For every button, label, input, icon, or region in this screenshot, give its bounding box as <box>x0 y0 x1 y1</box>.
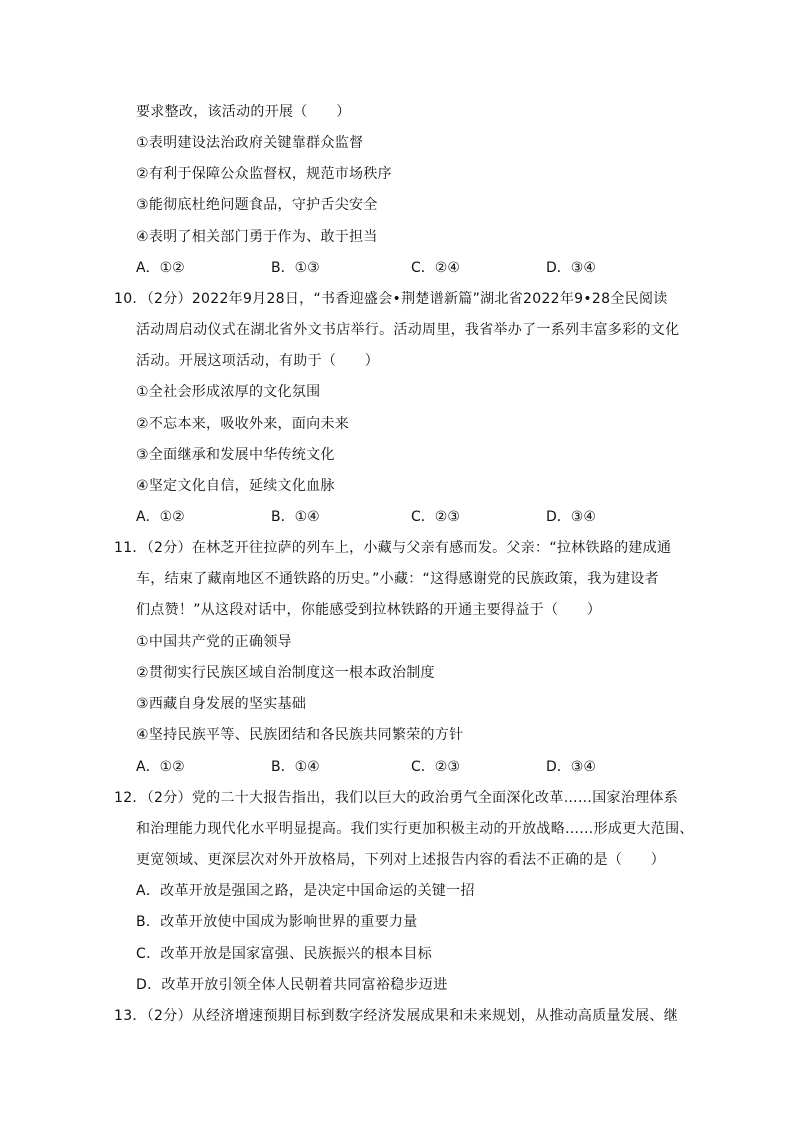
q11-option-c[interactable]: C．②③ <box>411 759 460 775</box>
q12-stem-line-3: 更宽领域、更深层次对外开放格局，下列对上述报告内容的看法不正确的是（ ） <box>136 852 666 868</box>
q12-stem-line-1: 12．（2分）党的二十大报告指出，我们以巨大的政治勇气全面深化改革……国家治理体系 <box>114 790 679 806</box>
q10-stem-line-2: 活动周启动仪式在湖北省外文书店举行。活动周里，我省举办了一系列丰富多彩的文化 <box>136 322 680 338</box>
q10-item-4: ④坚定文化自信，延续文化血脉 <box>136 478 335 494</box>
q9-option-d[interactable]: D．③④ <box>546 260 596 276</box>
q9-item-2: ②有利于保障公众监督权，规范市场秩序 <box>136 166 392 182</box>
q11-stem-line-2: 车，结束了藏南地区不通铁路的历史。”小藏：“这得感谢党的民族政策，我为建设者 <box>136 571 659 587</box>
q10-options <box>136 507 696 527</box>
q11-option-d[interactable]: D．③④ <box>546 759 596 775</box>
q11-stem-line-1: 11．（2分）在林芝开往拉萨的列车上，小藏与父亲有感而发。父亲：“拉林铁路的建成通 <box>114 540 672 556</box>
q9-item-1: ①表明建设法治政府关键靠群众监督 <box>136 135 364 151</box>
q9-option-c[interactable]: C．②④ <box>411 260 460 276</box>
q12-option-d[interactable]: D．改革开放引领全体人民朝着共同富裕稳步迈进 <box>136 977 448 993</box>
q9-option-a[interactable]: A．①② <box>136 260 185 276</box>
q11-option-b[interactable]: B．①④ <box>271 759 320 775</box>
q10-item-3: ③全面继承和发展中华传统文化 <box>136 447 335 463</box>
q12-option-b[interactable]: B．改革开放使中国成为影响世界的重要力量 <box>136 914 418 930</box>
q10-stem-line-1: 10．（2分）2022年9月28日，“书香迎盛会•荆楚谱新篇”湖北省2022年9•28全民阅读 <box>114 291 668 307</box>
q9-option-b[interactable]: B．①③ <box>271 260 320 276</box>
q12-option-c[interactable]: C．改革开放是国家富强、民族振兴的根本目标 <box>136 946 433 962</box>
q10-option-d[interactable]: D．③④ <box>546 509 596 525</box>
q10-option-c[interactable]: C．②③ <box>411 509 460 525</box>
q9-item-4: ④表明了相关部门勇于作为、敢于担当 <box>136 229 378 245</box>
q11-item-1: ①中国共产党的正确领导 <box>136 634 292 650</box>
q13-stem-line-1: 13．（2分）从经济增速预期目标到数字经济发展成果和未来规划，从推动高质量发展、继 <box>114 1008 679 1024</box>
q10-option-a[interactable]: A．①② <box>136 509 185 525</box>
q9-options <box>136 258 696 278</box>
q10-item-2: ②不忘本来，吸收外来，面向未来 <box>136 416 350 432</box>
q11-options <box>136 757 696 777</box>
q11-stem-line-3: 们点赞！”从这段对话中，你能感受到拉林铁路的开通主要得益于（ ） <box>136 602 602 618</box>
q12-option-a[interactable]: A．改革开放是强国之路，是决定中国命运的关键一招 <box>136 883 475 899</box>
q9-item-3: ③能彻底杜绝问题食品，守护舌尖安全 <box>136 197 378 213</box>
q11-option-a[interactable]: A．①② <box>136 759 185 775</box>
q10-stem-line-3: 活动。开展这项活动，有助于（ ） <box>136 353 380 369</box>
q10-item-1: ①全社会形成浓厚的文化氛围 <box>136 384 321 400</box>
q11-item-2: ②贯彻实行民族区域自治制度这一根本政治制度 <box>136 665 435 681</box>
q9-stem-tail: 要求整改，该活动的开展（ ） <box>136 104 351 120</box>
q10-option-b[interactable]: B．①④ <box>271 509 320 525</box>
q11-item-4: ④坚持民族平等、民族团结和各民族共同繁荣的方针 <box>136 727 464 743</box>
q12-stem-line-2: 和治理能力现代化水平明显提高。我们实行更加积极主动的开放战略……形成更大范围、 <box>136 821 694 837</box>
q11-item-3: ③西藏自身发展的坚实基础 <box>136 696 307 712</box>
